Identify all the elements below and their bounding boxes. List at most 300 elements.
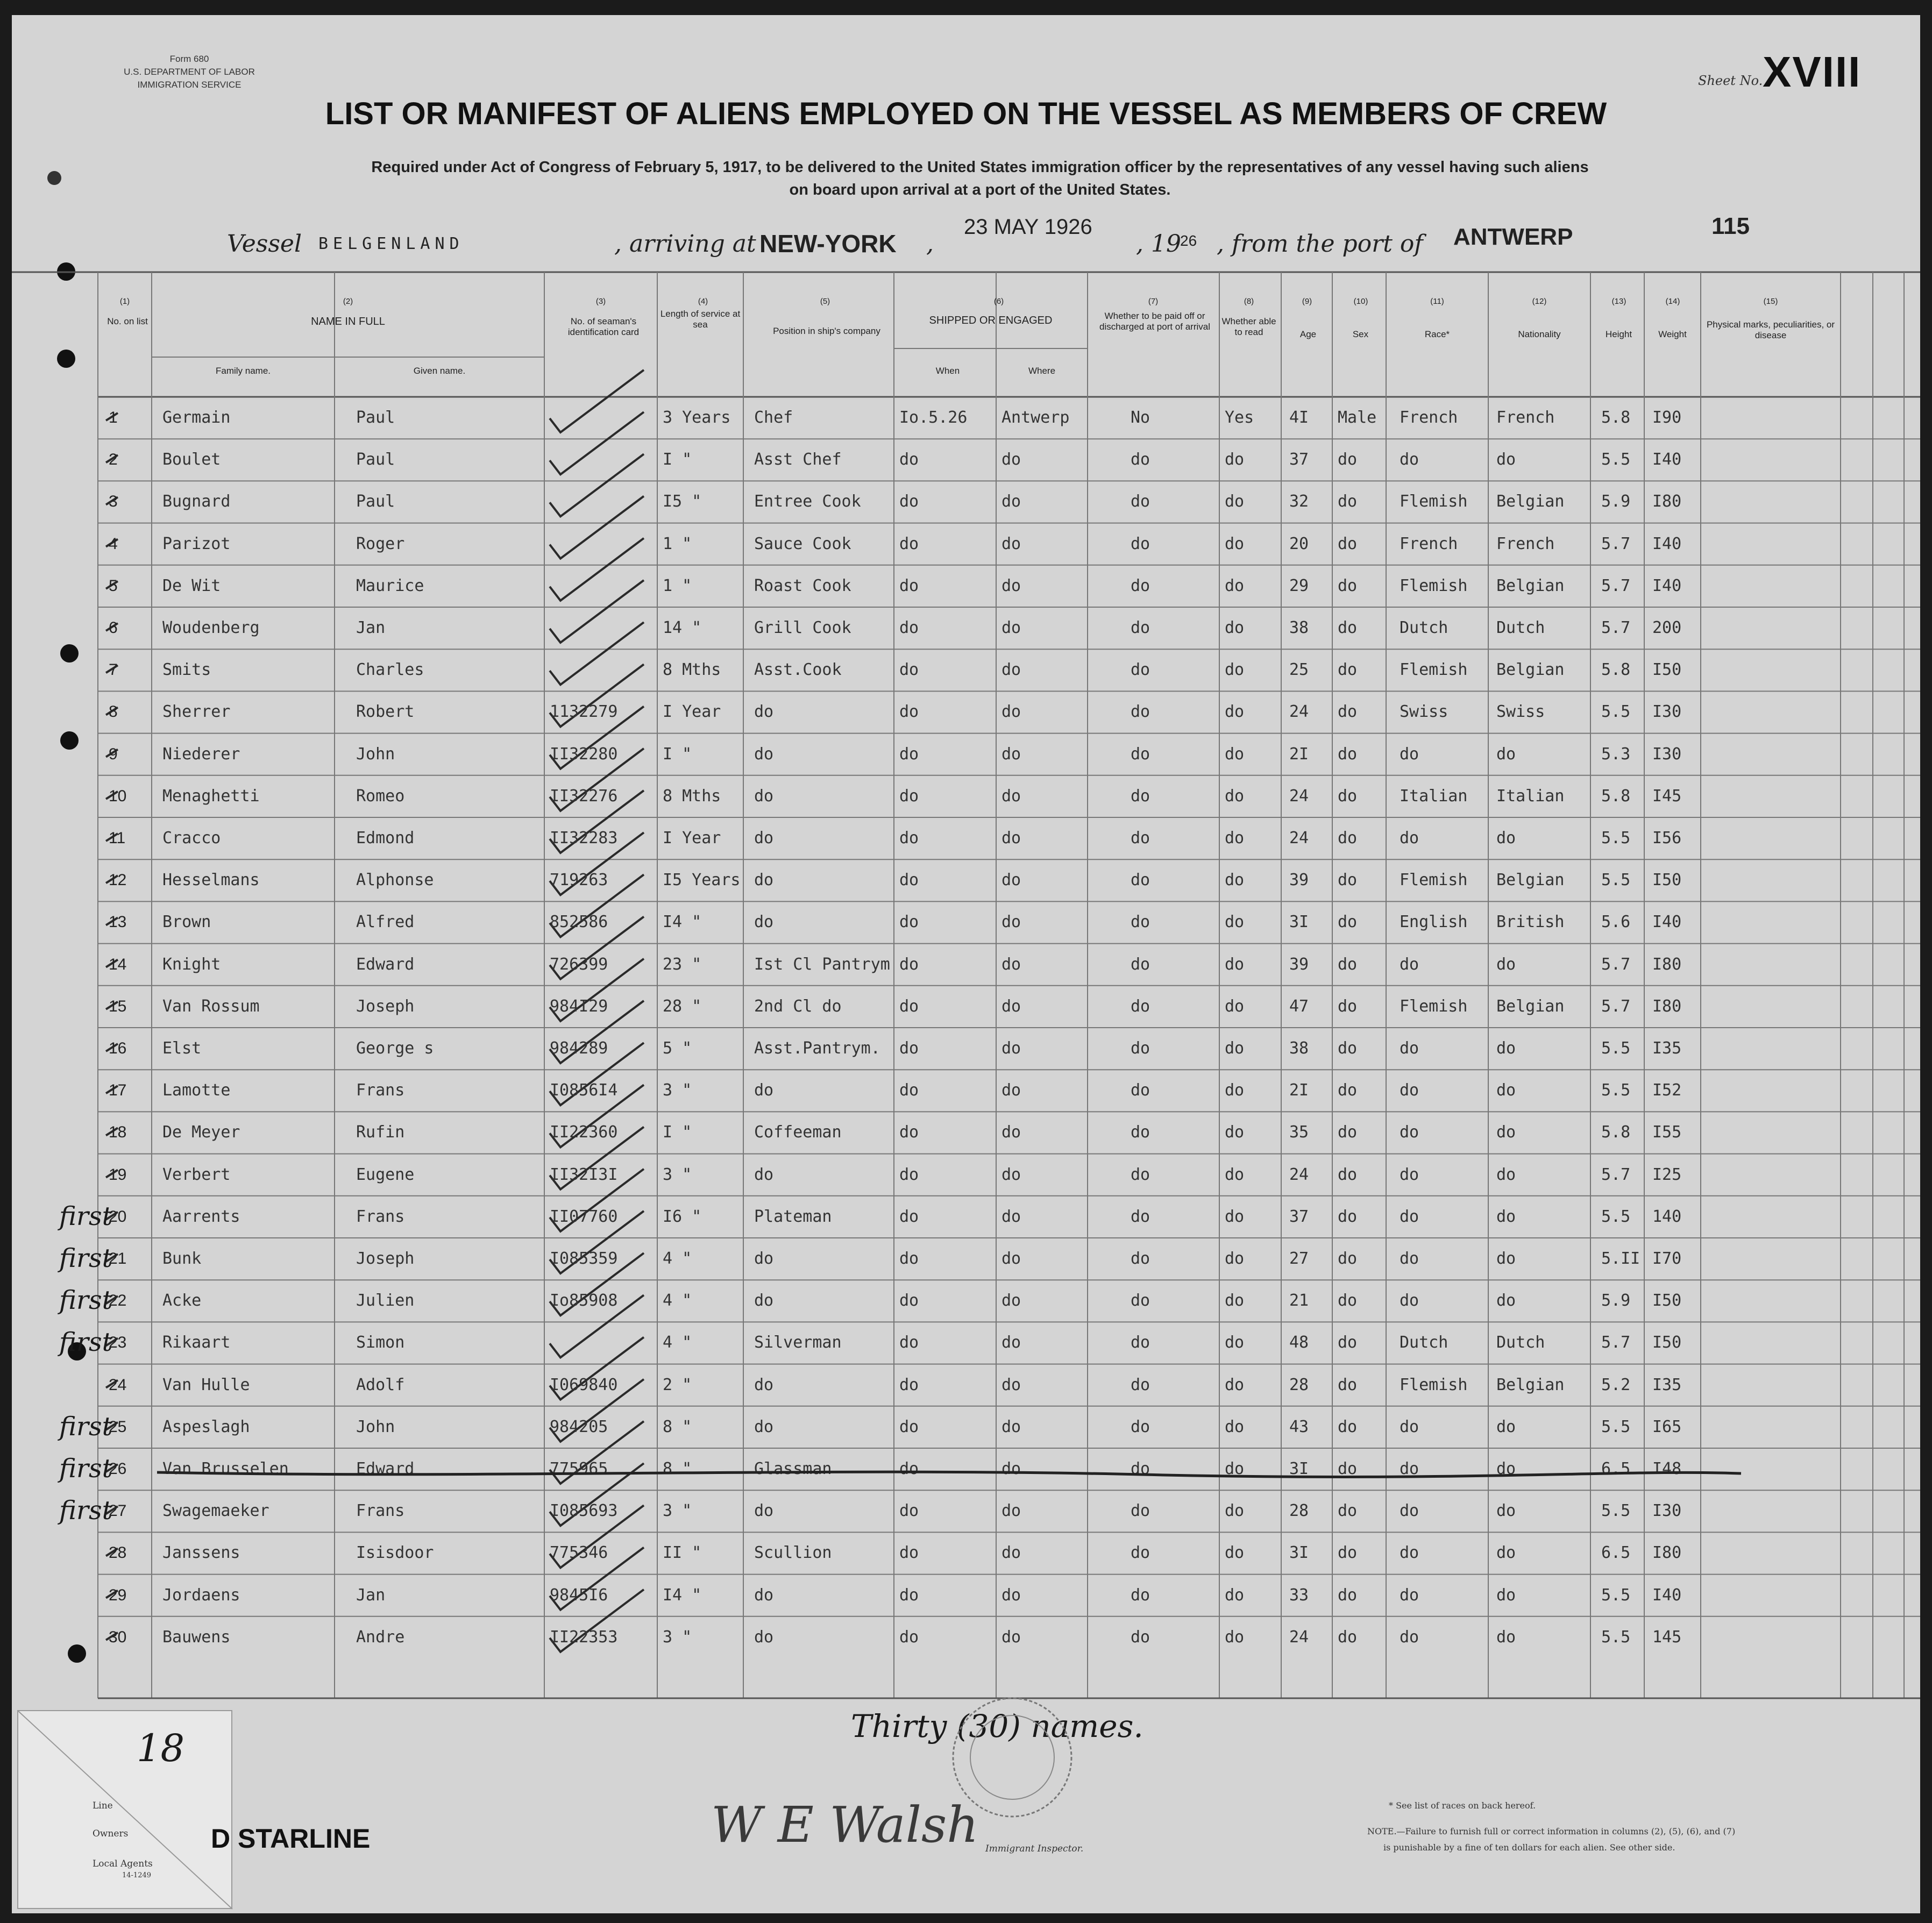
seaman-id-cell: 984289 [550, 1039, 608, 1058]
seaman-id-cell: Io85908 [550, 1291, 618, 1311]
given-name-cell: Julien [356, 1291, 415, 1311]
sex-cell: do [1338, 1039, 1358, 1058]
age-cell: 24 [1289, 702, 1309, 722]
margin-note: first [59, 1411, 112, 1442]
vessel-name: BELGENLAND [318, 234, 464, 253]
seaman-id-cell: I085693 [550, 1501, 618, 1521]
given-name-cell: Roger [356, 534, 405, 553]
paid-off-cell: do [1131, 913, 1150, 932]
able-to-read-cell: do [1225, 829, 1245, 847]
position-cell: do [754, 1249, 774, 1268]
column-number: (3) [595, 297, 606, 306]
age-cell: 43 [1289, 1417, 1309, 1436]
height-cell: 5.3 [1601, 744, 1631, 764]
row-number: 2 [109, 451, 118, 469]
height-cell: 5.5 [1601, 450, 1631, 469]
paid-off-cell: do [1131, 1291, 1150, 1311]
family-name-cell: Verbert [162, 1165, 231, 1184]
height-cell: 5.7 [1601, 618, 1631, 637]
paid-off-cell: do [1131, 955, 1150, 974]
race-cell: Flemish [1400, 660, 1468, 680]
length-of-service-cell: 1 " [663, 534, 692, 553]
age-cell: 2I [1289, 744, 1309, 764]
race-cell: do [1400, 1585, 1419, 1605]
age-cell: 2I [1289, 1081, 1309, 1100]
family-name-cell: Boulet [162, 450, 221, 469]
shipped-when-cell: do [899, 1627, 919, 1647]
local-agents-label: Local Agents [93, 1858, 153, 1869]
row-number: 29 [109, 1586, 127, 1604]
subtitle-line-2: on board upon arrival at a port of the United States. [789, 181, 1171, 198]
given-name-cell: Romeo [356, 786, 405, 806]
length-of-service-cell: 8 " [663, 1417, 692, 1436]
weight-cell: I40 [1652, 913, 1682, 932]
family-name-cell: Acke [162, 1291, 202, 1311]
shipped-where-cell: do [1001, 1501, 1021, 1521]
weight-cell: I55 [1652, 1123, 1682, 1142]
column-number: (5) [820, 297, 830, 306]
shipped-when-cell: do [899, 786, 919, 806]
col-header-read: Whether able to read [1221, 316, 1276, 337]
position-cell: Sauce Cook [754, 534, 851, 553]
nationality-cell: British [1496, 913, 1565, 932]
height-cell: 5.2 [1601, 1375, 1631, 1394]
able-to-read-cell: do [1225, 576, 1245, 595]
family-name-cell: Jordaens [162, 1585, 240, 1605]
col-header-physical: Physical marks, peculiarities, or disease [1706, 319, 1835, 340]
age-cell: 33 [1289, 1585, 1309, 1605]
paid-off-cell: do [1131, 1081, 1150, 1100]
age-cell: 37 [1289, 450, 1309, 469]
given-name-cell: Frans [356, 1081, 405, 1100]
given-name-cell: Isisdoor [356, 1543, 434, 1563]
nationality-cell: French [1496, 534, 1555, 553]
race-cell: Flemish [1400, 996, 1468, 1016]
given-name-cell: Paul [356, 492, 395, 511]
shipped-where-cell: do [1001, 1291, 1021, 1311]
length-of-service-cell: I " [663, 1123, 692, 1142]
able-to-read-cell: do [1225, 1375, 1245, 1394]
length-of-service-cell: II " [663, 1543, 702, 1563]
height-cell: 5.II [1601, 1249, 1640, 1268]
row-number: 13 [109, 913, 127, 931]
paid-off-cell: do [1131, 1585, 1150, 1605]
sex-cell: do [1338, 1459, 1358, 1478]
position-cell: do [754, 744, 774, 764]
position-cell: Entree Cook [754, 492, 861, 511]
able-to-read-cell: do [1225, 1333, 1245, 1352]
nationality-cell: do [1496, 1627, 1516, 1647]
able-to-read-cell: do [1225, 1123, 1245, 1142]
height-cell: 5.7 [1601, 996, 1631, 1016]
race-cell: Dutch [1400, 1333, 1448, 1352]
sex-cell: do [1338, 996, 1358, 1016]
race-cell: English [1400, 913, 1468, 932]
nationality-cell: do [1496, 1417, 1516, 1436]
row-number: 16 [109, 1039, 127, 1057]
paid-off-cell: do [1131, 744, 1150, 764]
race-cell: do [1400, 955, 1419, 974]
height-cell: 5.8 [1601, 786, 1631, 806]
shipped-where-cell: do [1001, 996, 1021, 1016]
length-of-service-cell: 5 " [663, 1039, 692, 1058]
col-header-nationality: Nationality [1518, 329, 1561, 339]
vessel-label: Vessel [227, 230, 302, 258]
paid-off-cell: do [1131, 1165, 1150, 1184]
position-cell: Grill Cook [754, 618, 851, 637]
failure-note-1: NOTE.—Failure to furnish full or correct information in columns (2), (5), (6), and (7) [1367, 1826, 1736, 1836]
row-number: 21 [109, 1250, 127, 1267]
weight-cell: I30 [1652, 702, 1682, 722]
sex-cell: do [1338, 1081, 1358, 1100]
family-name-cell: Janssens [162, 1543, 240, 1563]
race-cell: do [1400, 1165, 1419, 1184]
length-of-service-cell: I5 " [663, 492, 702, 511]
row-number: 17 [109, 1081, 127, 1100]
shipped-where-cell: do [1001, 913, 1021, 932]
position-cell: do [754, 1627, 774, 1647]
age-cell: 47 [1289, 996, 1309, 1016]
row-number: 4 [109, 535, 118, 553]
height-cell: 5.5 [1601, 1627, 1631, 1647]
shipped-where-cell: do [1001, 1627, 1021, 1647]
length-of-service-cell: 8 Mths [663, 660, 721, 680]
weight-cell: I52 [1652, 1081, 1682, 1100]
height-cell: 5.9 [1601, 1291, 1631, 1311]
sex-cell: do [1338, 702, 1358, 722]
sex-cell: do [1338, 1375, 1358, 1394]
able-to-read-cell: do [1225, 1627, 1245, 1647]
shipped-where-cell: do [1001, 1081, 1021, 1100]
given-name-cell: Paul [356, 408, 395, 427]
family-name-cell: Van Brusselen [162, 1459, 289, 1478]
position-cell: Asst.Cook [754, 660, 842, 680]
family-name-cell: Bunk [162, 1249, 202, 1268]
row-number: 3 [109, 493, 118, 511]
position-cell: do [754, 1375, 774, 1394]
able-to-read-cell: do [1225, 1165, 1245, 1184]
weight-cell: I50 [1652, 1291, 1682, 1311]
paid-off-cell: do [1131, 871, 1150, 890]
age-cell: 21 [1289, 1291, 1309, 1311]
able-to-read-cell: do [1225, 1291, 1245, 1311]
shipped-when-cell: do [899, 1291, 919, 1311]
seaman-id-cell: II22360 [550, 1123, 618, 1142]
able-to-read-cell: do [1225, 492, 1245, 511]
race-cell: do [1400, 744, 1419, 764]
inspector-label: Immigrant Inspector. [985, 1843, 1084, 1854]
race-cell: do [1400, 1501, 1419, 1521]
shipped-when-cell: Io.5.26 [899, 408, 968, 427]
paid-off-cell: do [1131, 534, 1150, 553]
sex-cell: do [1338, 660, 1358, 680]
row-number: 28 [109, 1544, 127, 1562]
length-of-service-cell: 2 " [663, 1375, 692, 1394]
total-names-note: Thirty (30) names. [851, 1708, 1143, 1744]
position-cell: do [754, 913, 774, 932]
weight-cell: I65 [1652, 1417, 1682, 1436]
year-prefix: , 19 [1136, 230, 1181, 258]
paid-off-cell: do [1131, 996, 1150, 1016]
col-header-name: NAME IN FULL [311, 316, 385, 327]
row-number: 9 [109, 745, 118, 763]
race-cell: do [1400, 1627, 1419, 1647]
shipped-when-cell: do [899, 450, 919, 469]
weight-cell: I90 [1652, 408, 1682, 427]
age-cell: 38 [1289, 1039, 1309, 1058]
given-name-cell: Andre [356, 1627, 405, 1647]
able-to-read-cell: Yes [1225, 408, 1254, 427]
col-header-age: Age [1299, 329, 1317, 339]
col-header-position: Position in ship's company [773, 326, 880, 336]
shipped-when-cell: do [899, 996, 919, 1016]
sex-cell: Male [1338, 408, 1377, 427]
weight-cell: I50 [1652, 1333, 1682, 1352]
weight-cell: I30 [1652, 744, 1682, 764]
weight-cell: I40 [1652, 576, 1682, 595]
able-to-read-cell: do [1225, 660, 1245, 680]
family-name-cell: Cracco [162, 829, 221, 847]
manifest-page [12, 15, 1920, 1913]
length-of-service-cell: 14 " [663, 618, 702, 637]
position-cell: 2nd Cl do [754, 996, 842, 1016]
position-cell: do [754, 1081, 774, 1100]
race-cell: Dutch [1400, 618, 1448, 637]
weight-cell: I80 [1652, 955, 1682, 974]
nationality-cell: French [1496, 408, 1555, 427]
paid-off-cell: do [1131, 618, 1150, 637]
length-of-service-cell: 8 Mths [663, 786, 721, 806]
nationality-cell: do [1496, 1207, 1516, 1226]
given-name-cell: Alphonse [356, 871, 434, 890]
age-cell: 24 [1289, 829, 1309, 847]
paid-off-cell: do [1131, 576, 1150, 595]
given-name-cell: Joseph [356, 996, 415, 1016]
given-name-cell: Jan [356, 618, 386, 637]
shipped-where-cell: do [1001, 1249, 1021, 1268]
length-of-service-cell: I " [663, 450, 692, 469]
height-cell: 5.5 [1601, 1207, 1631, 1226]
nationality-cell: do [1496, 450, 1516, 469]
seaman-id-cell: 1132279 [550, 702, 618, 722]
row-number: 15 [109, 997, 127, 1015]
race-cell: Flemish [1400, 492, 1468, 511]
able-to-read-cell: do [1225, 1081, 1245, 1100]
col-header-family: Family name. [215, 366, 271, 376]
paid-off-cell: do [1131, 829, 1150, 847]
length-of-service-cell: 4 " [663, 1333, 692, 1352]
seaman-id-cell: II07760 [550, 1207, 618, 1226]
length-of-service-cell: I4 " [663, 913, 702, 932]
family-name-cell: Brown [162, 913, 211, 932]
able-to-read-cell: do [1225, 1459, 1245, 1478]
position-cell: Roast Cook [754, 576, 851, 595]
column-number: (6) [993, 297, 1004, 306]
length-of-service-cell: I6 " [663, 1207, 702, 1226]
shipped-where-cell: do [1001, 1207, 1021, 1226]
year-suffix: 26 [1180, 232, 1197, 249]
family-name-cell: Rikaart [162, 1333, 231, 1352]
subtitle-line-1: Required under Act of Congress of February 5, 1917, to be delivered to the United States immigration officer by the representatives of any vessel having such aliens [371, 159, 1589, 176]
arrival-port: NEW-YORK [759, 230, 897, 258]
given-name-cell: Frans [356, 1207, 405, 1226]
vessel-comma: , [926, 230, 934, 258]
able-to-read-cell: do [1225, 1543, 1245, 1563]
races-note: * See list of races on back hereof. [1389, 1800, 1536, 1811]
col-header-when: When [935, 366, 960, 376]
shipped-where-cell: do [1001, 1333, 1021, 1352]
height-cell: 5.5 [1601, 702, 1631, 722]
nationality-cell: do [1496, 955, 1516, 974]
family-name-cell: Swagemaeker [162, 1501, 269, 1521]
shipped-where-cell: do [1001, 1375, 1021, 1394]
race-cell: Flemish [1400, 1375, 1468, 1394]
col-header-shipped: SHIPPED OR ENGAGED [929, 315, 1053, 326]
family-name-cell: Germain [162, 408, 231, 427]
nationality-cell: Belgian [1496, 996, 1565, 1016]
able-to-read-cell: do [1225, 702, 1245, 722]
shipped-when-cell: do [899, 829, 919, 847]
seaman-id-cell: 726399 [550, 955, 608, 974]
shipped-when-cell: do [899, 1081, 919, 1100]
margin-note: first [59, 1454, 112, 1484]
position-cell: Chef [754, 408, 793, 427]
shipped-where-cell: do [1001, 1039, 1021, 1058]
row-number: 20 [109, 1207, 127, 1226]
position-cell: do [754, 1501, 774, 1521]
column-number: (12) [1532, 297, 1547, 306]
position-cell: do [754, 1291, 774, 1311]
shipped-when-cell: do [899, 534, 919, 553]
given-name-cell: Alfred [356, 913, 415, 932]
race-cell: do [1400, 1543, 1419, 1563]
document-title: LIST OR MANIFEST OF ALIENS EMPLOYED ON THE VESSEL AS MEMBERS OF CREW [325, 96, 1607, 131]
nationality-cell: do [1496, 1039, 1516, 1058]
race-cell: Swiss [1400, 702, 1448, 722]
paid-off-cell: do [1131, 1039, 1150, 1058]
service-name: IMMIGRATION SERVICE [137, 80, 242, 90]
given-name-cell: Jan [356, 1585, 386, 1605]
shipped-where-cell: do [1001, 955, 1021, 974]
age-cell: 37 [1289, 1207, 1309, 1226]
column-number: (11) [1430, 297, 1444, 306]
able-to-read-cell: do [1225, 786, 1245, 806]
sex-cell: do [1338, 492, 1358, 511]
race-cell: do [1400, 1417, 1419, 1436]
length-of-service-cell: 3 " [663, 1165, 692, 1184]
length-of-service-cell: 1 " [663, 576, 692, 595]
row-number: 12 [109, 871, 127, 889]
family-name-cell: Elst [162, 1039, 202, 1058]
race-cell: Flemish [1400, 871, 1468, 890]
able-to-read-cell: do [1225, 1039, 1245, 1058]
row-number: 7 [109, 661, 118, 679]
race-cell: French [1400, 534, 1458, 553]
shipped-where-cell: do [1001, 744, 1021, 764]
age-cell: 32 [1289, 492, 1309, 511]
height-cell: 5.7 [1601, 576, 1631, 595]
sex-cell: do [1338, 534, 1358, 553]
length-of-service-cell: 4 " [663, 1249, 692, 1268]
row-number: 24 [109, 1376, 127, 1394]
nationality-cell: do [1496, 1501, 1516, 1521]
shipped-when-cell: do [899, 576, 919, 595]
shipped-when-cell: do [899, 1417, 919, 1436]
nationality-cell: Belgian [1496, 660, 1565, 680]
shipped-when-cell: do [899, 1165, 919, 1184]
strike-line [12, 15, 1920, 1913]
position-cell: do [754, 1585, 774, 1605]
paid-off-cell: do [1131, 1333, 1150, 1352]
paid-off-cell: do [1131, 450, 1150, 469]
paid-off-cell: do [1131, 1627, 1150, 1647]
paid-off-cell: do [1131, 1249, 1150, 1268]
able-to-read-cell: do [1225, 871, 1245, 890]
row-number: 27 [109, 1502, 127, 1520]
shipped-where-cell: do [1001, 1459, 1021, 1478]
nationality-cell: do [1496, 1543, 1516, 1563]
age-cell: 24 [1289, 786, 1309, 806]
family-name-cell: Bauwens [162, 1627, 231, 1647]
seaman-id-cell: 775965 [550, 1459, 608, 1478]
race-cell: French [1400, 408, 1458, 427]
family-name-cell: Smits [162, 660, 211, 680]
length-of-service-cell: 3 " [663, 1081, 692, 1100]
position-cell: Ist Cl Pantrym [754, 955, 890, 974]
shipped-when-cell: do [899, 744, 919, 764]
arrival-date-stamp: 23 MAY 1926 [964, 215, 1092, 239]
height-cell: 5.7 [1601, 955, 1631, 974]
sex-cell: do [1338, 1333, 1358, 1352]
weight-cell: I56 [1652, 829, 1682, 847]
nationality-cell: Dutch [1496, 618, 1545, 637]
race-cell: Flemish [1400, 576, 1468, 595]
height-cell: 5.5 [1601, 829, 1631, 847]
shipped-where-cell: do [1001, 1123, 1021, 1142]
able-to-read-cell: do [1225, 996, 1245, 1016]
column-number: (2) [343, 297, 353, 306]
shipped-where-cell: do [1001, 576, 1021, 595]
sex-cell: do [1338, 1585, 1358, 1605]
height-cell: 5.7 [1601, 1333, 1631, 1352]
age-cell: 48 [1289, 1333, 1309, 1352]
sex-cell: do [1338, 1249, 1358, 1268]
weight-cell: I25 [1652, 1165, 1682, 1184]
nationality-cell: do [1496, 1249, 1516, 1268]
shipped-where-cell: do [1001, 829, 1021, 847]
shipped-when-cell: do [899, 1207, 919, 1226]
height-cell: 5.5 [1601, 1081, 1631, 1100]
height-cell: 5.8 [1601, 1123, 1631, 1142]
nationality-cell: Belgian [1496, 871, 1565, 890]
shipped-when-cell: do [899, 492, 919, 511]
row-number: 26 [109, 1460, 127, 1478]
weight-cell: I48 [1652, 1459, 1682, 1478]
age-cell: 24 [1289, 1627, 1309, 1647]
sex-cell: do [1338, 913, 1358, 932]
age-cell: 4I [1289, 408, 1309, 427]
position-cell: Silverman [754, 1333, 842, 1352]
race-cell: do [1400, 1459, 1419, 1478]
col-header-where: Where [1028, 366, 1056, 376]
paid-off-cell: do [1131, 1375, 1150, 1394]
paid-off-cell: do [1131, 1543, 1150, 1563]
age-cell: 27 [1289, 1249, 1309, 1268]
race-cell: do [1400, 1249, 1419, 1268]
length-of-service-cell: 28 " [663, 996, 702, 1016]
position-cell: Asst Chef [754, 450, 842, 469]
shipped-where-cell: do [1001, 702, 1021, 722]
